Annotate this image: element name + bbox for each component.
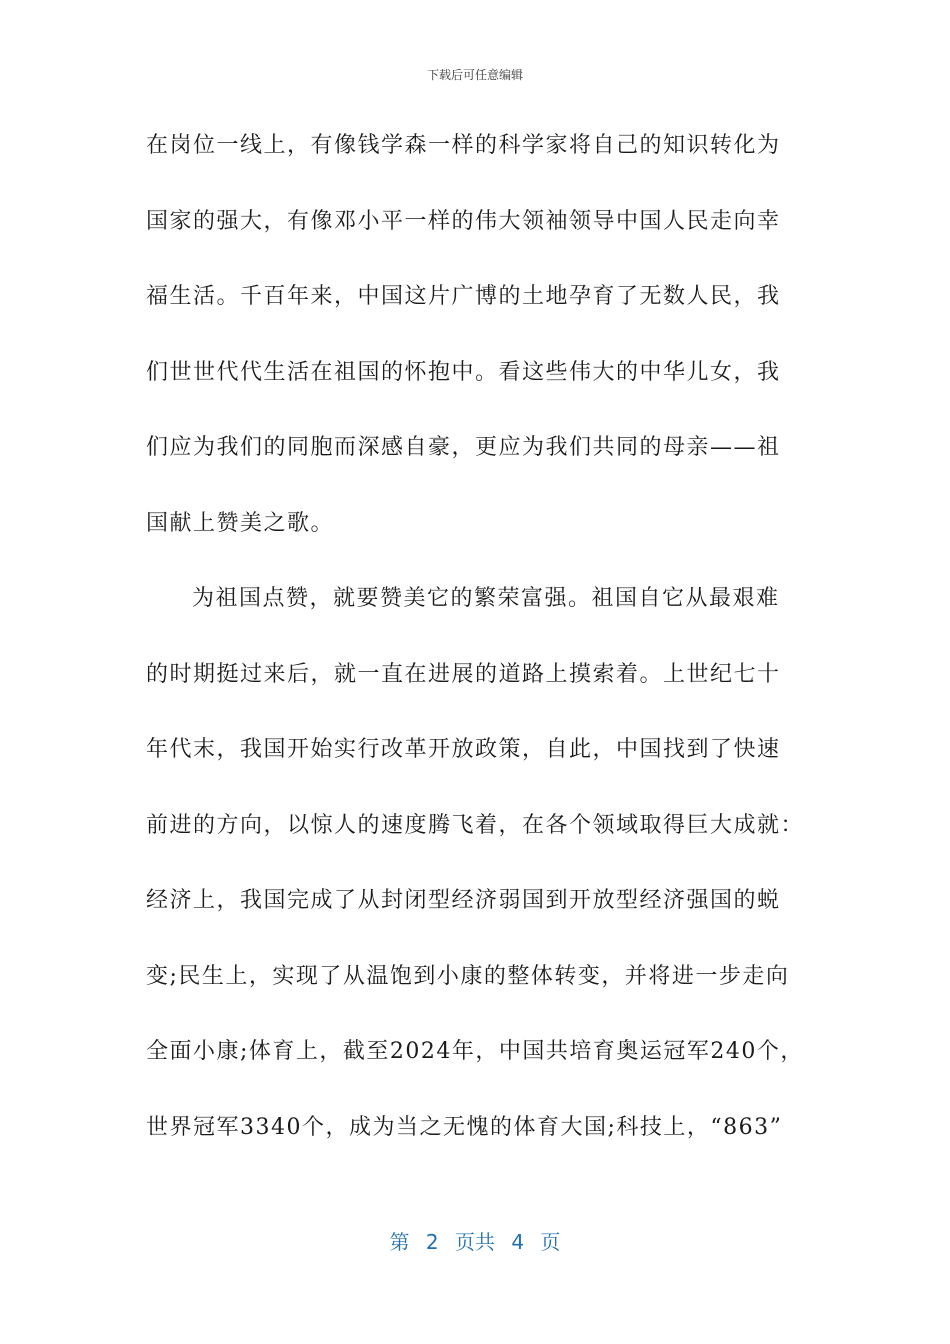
- text-line: 前进的方向，以惊人的速度腾飞着，在各个领域取得巨大成就：: [146, 812, 805, 838]
- text-line: 国家的强大，有像邓小平一样的伟大领袖领导中国人民走向幸: [146, 208, 781, 234]
- text-line: 年代末，我国开始实行改革开放政策，自此，中国找到了快速: [146, 737, 781, 762]
- page-header: 下载后可任意编辑: [426, 68, 523, 82]
- text-line: 们世世代代生活在祖国的怀抱中。看这些伟大的中华儿女，我: [146, 359, 781, 385]
- text-line: 国献上赞美之歌。: [146, 510, 335, 536]
- text-line: 经济上，我国完成了从封闭型经济弱国到开放型经济强国的蜕: [146, 888, 781, 913]
- document-body: [146, 120, 806, 1177]
- text-line: 们应为我们的同胞而深感自豪，更应为我们共同的母亲——祖: [146, 435, 781, 460]
- text-line: 在岗位一线上，有像钱学森一样的科学家将自己的知识转化为: [146, 133, 781, 158]
- text-line: 福生活。千百年来，中国这片广博的土地孕育了无数人民，我: [146, 284, 781, 309]
- text-line: 变;民生上，实现了从温饱到小康的整体转变，并将进一步走向: [146, 963, 790, 989]
- text-line: 世界冠军3340个，成为当之无愧的体育大国;科技上，“863”: [146, 1114, 783, 1140]
- paragraph-first-line: 为祖国点赞，就要赞美它的繁荣富强。祖国自它从最艰难: [192, 586, 780, 611]
- text-line: 全面小康;体育上，截至2024年，中国共培育奥运冠军240个，: [146, 1039, 804, 1064]
- text-line: 的时期挺过来后，就一直在进展的道路上摸索着。上世纪七十: [146, 661, 781, 687]
- page-number: 第 2 页共 4 页: [389, 1230, 561, 1254]
